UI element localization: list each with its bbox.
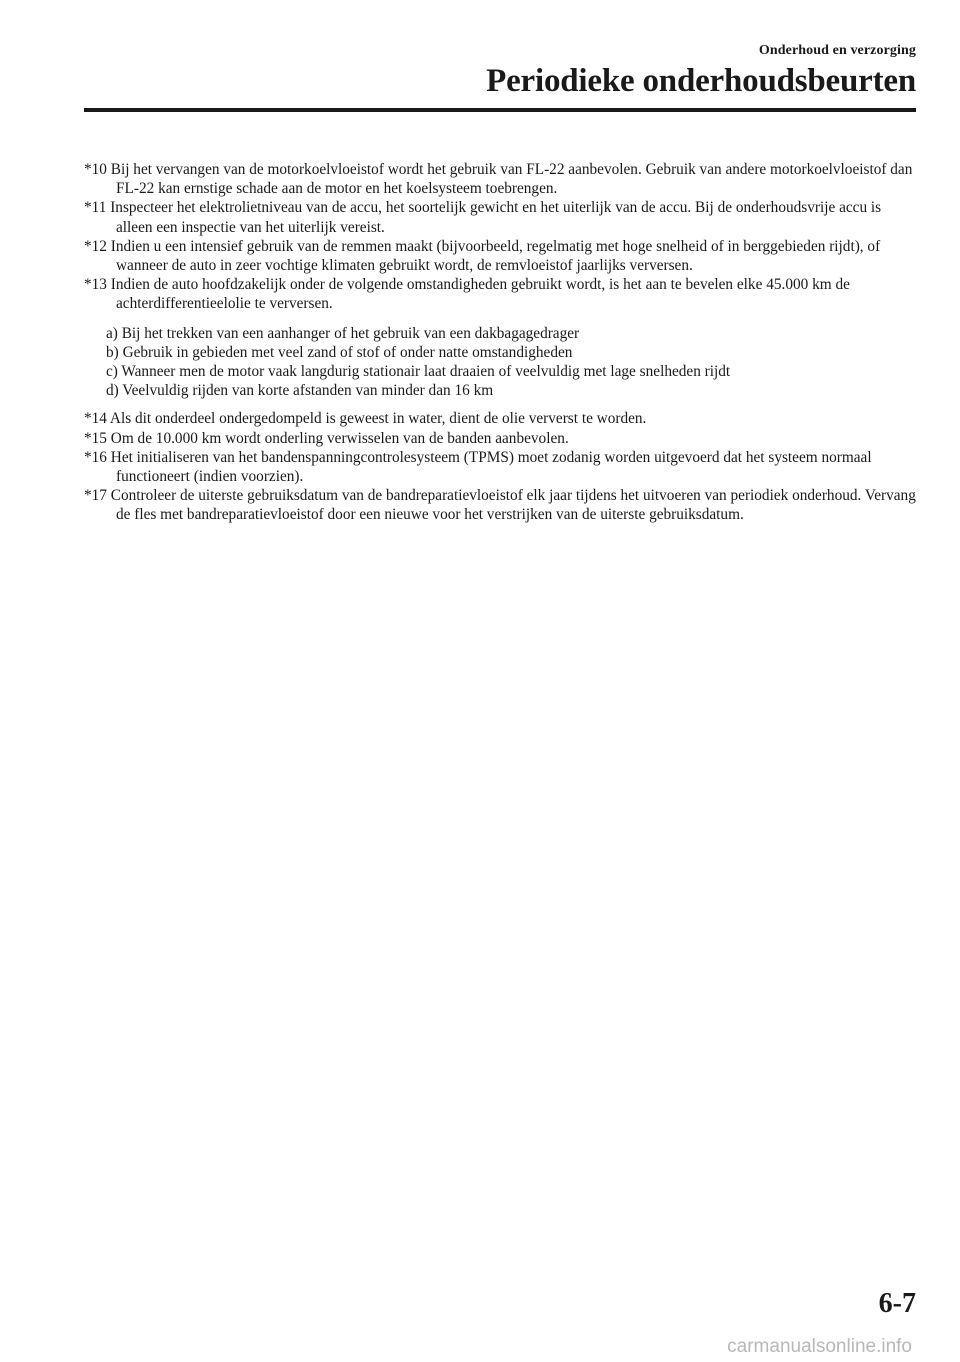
note-13: *13 Indien de auto hoofdzakelijk onder de volgende omstandigheden gebruikt wordt, is het aan te bevelen elke 45.000 km de achterdifferentieelolie te verversen. — [84, 276, 850, 313]
condition-item-a: a) Bij het trekken van een aanhanger of het gebruik van een dakbagagedrager — [106, 324, 580, 342]
notes-content — [84, 160, 920, 525]
note-15: *15 Om de 10.000 km wordt onderling verwisselen van de banden aanbevolen. — [84, 429, 569, 447]
condition-list — [106, 324, 920, 401]
note-16: *16 Het initialiseren van het bandenspanningcontrolesysteem (TPMS) moet zodanig worden uitgevoerd dat het systeem normaal functioneert (indien voorzien). — [84, 448, 872, 486]
watermark: carmanualsonline.info — [727, 1336, 912, 1357]
note-12: *12 Indien u een intensief gebruik van de remmen maakt (bijvoorbeeld, regelmatig met hoge snelheid of in berggebieden rijdt), of wanneer de auto in zeer vochtige klimaten gebruikt wordt, de remvloeistof jaarlijks verversen. — [84, 237, 881, 275]
page-title: Periodieke onderhoudsbeurten — [486, 63, 916, 99]
page-header — [84, 42, 916, 100]
condition-item-b: b) Gebruik in gebieden met veel zand of stof of onder natte omstandigheden — [106, 343, 573, 361]
header-divider — [84, 108, 916, 112]
note-11: *11 Inspecteer het elektrolietniveau van de accu, het soortelijk gewicht en het uiterlijk van de accu. Bij de onderhoudsvrije accu is alleen een inspectie van het uiterlijk vereist. — [84, 199, 882, 236]
note-10: *10 Bij het vervangen van de motorkoelvloeistof wordt het gebruik van FL-22 aanbevolen. Gebruik van andere motorkoelvloeistof dan FL-22 kan ernstige schade aan de motor en het koelsysteem toebrengen. — [84, 161, 913, 198]
condition-item-d: d) Veelvuldig rijden van korte afstanden van minder dan 16 km — [106, 382, 494, 400]
note-17: *17 Controleer de uiterste gebruiksdatum van de bandreparatievloeistof elk jaar tijdens het uitvoeren van periodiek onderhoud. Vervang de fles met bandreparatievloeistof door een nieuwe voor het verstrijken van de uiterste gebruiksdatum. — [84, 487, 916, 524]
page-number: 6-7 — [878, 1288, 916, 1319]
note-14: *14 Als dit onderdeel ondergedompeld is geweest in water, dient de olie ververst te worden. — [84, 410, 647, 428]
section-name: Onderhoud en verzorging — [758, 43, 916, 58]
condition-item-c: c) Wanneer men de motor vaak langdurig stationair laat draaien of veelvuldig met lage snelheden rijdt — [106, 363, 731, 381]
